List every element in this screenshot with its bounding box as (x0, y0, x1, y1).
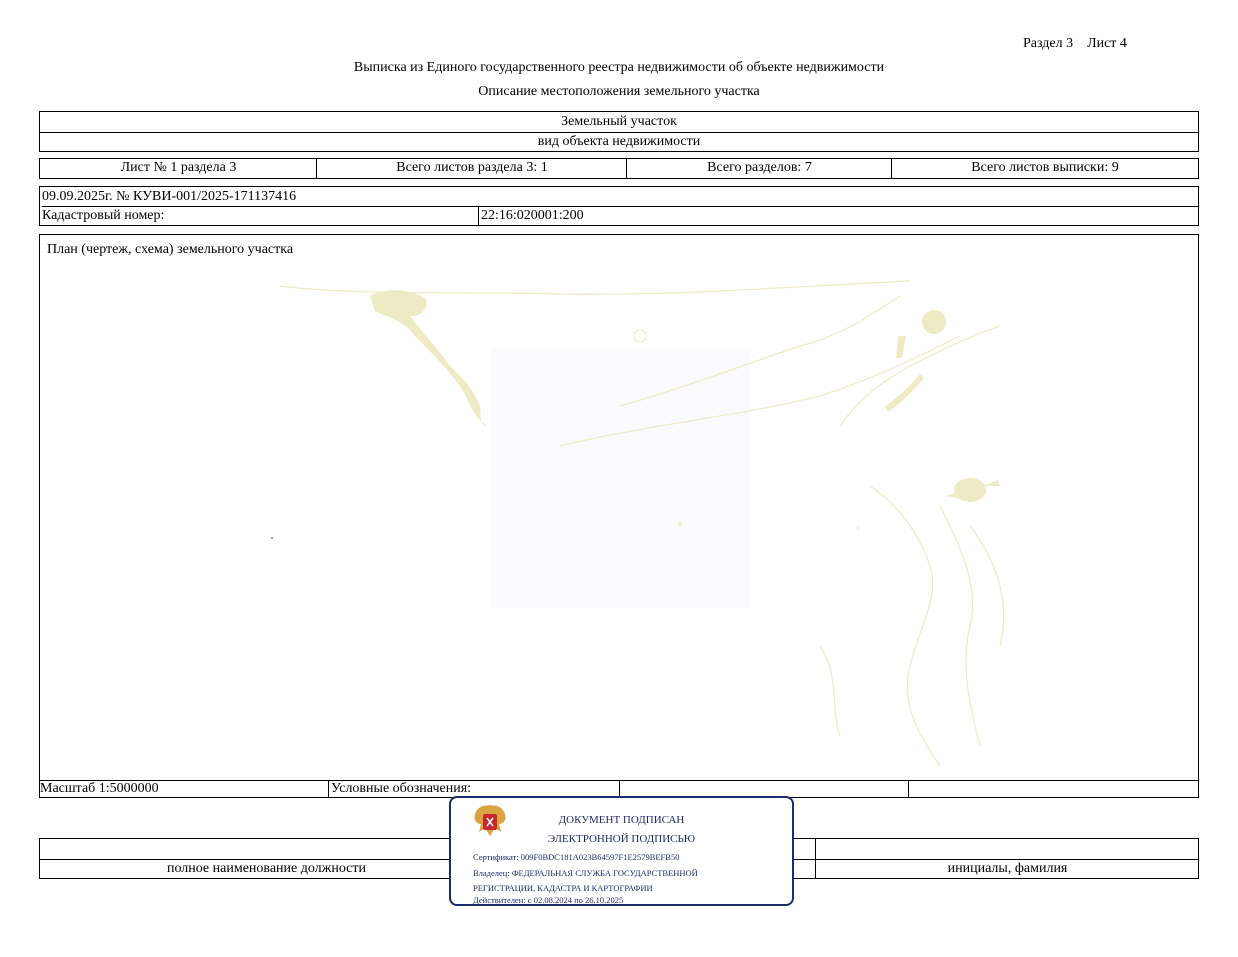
stamp-line-2: ЭЛЕКТРОННОЙ ПОДПИСЬЮ (547, 833, 696, 845)
city-northwest (370, 290, 487, 426)
object-type-box (39, 111, 1199, 152)
total-section-sheets: Всего листов раздела 3: 1 (316, 159, 627, 178)
sheet-number: Лист № 1 раздела 3 (120, 160, 237, 175)
parcel-point (271, 537, 273, 539)
record-box (39, 186, 1199, 226)
stamp-line-1: ДОКУМЕНТ ПОДПИСАН (558, 814, 685, 826)
scale-label: Масштаб 1:5000000 (40, 781, 159, 796)
city-northeast (922, 310, 946, 334)
sheets-row (39, 158, 1199, 179)
total-sheets: Всего листов выписки: 9 (891, 159, 1198, 178)
e-signature-stamp (449, 796, 794, 906)
object-caption: вид объекта недвижимости (537, 134, 701, 149)
stamp-valid: Действителен: с 02.08.2024 по 26.10.2025 (473, 895, 624, 905)
field-strip (896, 336, 906, 358)
name-caption: инициалы, фамилия (947, 861, 1068, 876)
city-east (954, 478, 986, 502)
cadastral-label: Кадастровый номер: (42, 208, 165, 223)
date-number: 09.09.2025г. № КУВИ-001/2025-171137416 (42, 187, 1198, 207)
map-drawing (40, 266, 1199, 781)
stamp-owner-1: Владелец: ФЕДЕРАЛЬНАЯ СЛУЖБА ГОСУДАРСТВЕННОЙ (473, 868, 698, 878)
plan-title: План (чертеж, схема) земельного участка (47, 242, 294, 257)
document-title: Выписка из Единого государственного реестра недвижимости об объекте недвижимости (353, 60, 885, 75)
total-sections: Всего разделов: 7 (626, 159, 892, 178)
plan-map (39, 266, 1199, 781)
plan-title-box (39, 234, 1199, 267)
map-tile (491, 348, 751, 608)
position-caption: полное наименование должности (166, 861, 367, 876)
object-name: Земельный участок (40, 112, 1198, 133)
stamp-certificate: Сертификат: 009F0BDC181A023B64597F1E2579BEFB50 (473, 852, 680, 862)
legend-divider-2 (908, 781, 909, 797)
legend-label: Условные обозначения: (328, 781, 471, 797)
section-sheet-label: Раздел 3 Лист 4 (1023, 36, 1127, 51)
document-subtitle: Описание местоположения земельного участка (478, 84, 760, 99)
cadastral-number: 22:16:020001:200 (478, 206, 584, 225)
legend-divider-1 (619, 781, 620, 797)
stamp-owner-2: РЕГИСТРАЦИИ, КАДАСТРА И КАРТОГРАФИИ (473, 883, 653, 893)
